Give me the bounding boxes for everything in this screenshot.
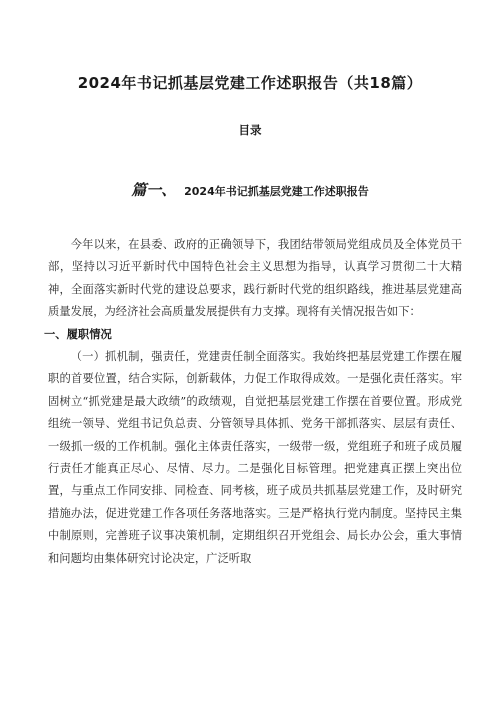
document-body: [44, 234, 462, 570]
chapter-title: 2024年书记抓基层党建工作述职报告: [184, 185, 369, 198]
section-heading: 一、履职情况: [44, 327, 112, 341]
toc-heading: 目录: [238, 123, 262, 137]
chapter-number: 篇一、: [131, 181, 177, 199]
body-paragraph: （一）抓机制，强责任，党建责任制全面落实。我始终把基层党建工作摆在履职的首要位置，结合实际，创新载体，力促工作取得成效。一是强化责任落实。牢固树立“抓党建是最大政绩”的政绩观，自觉把基层党建工作摆在首要位置。形成党组统一领导、党组书记负总责、分管领导具体抓、党务干部抓落实、层层有责任、一级抓一级的工作机制。强化主体责任落实，一级带一级，党组班子和班子成员履行责任才能真正尽心、尽情、尽力。二是强化目标管理。把党建真正摆上突出位置，与重点工作同安排、同检查、同考核，班子成员共抓基层党建工作，及时研究措施办法，促进党建工作各项任务落地落实。三是严格执行党内制度。坚持民主集中制原则，完善班子议事决策机制，定期组织召开党组会、局长办公会，重大事情和问题均由集体研究讨论决定，广泛听取: [48, 350, 462, 565]
document-title: 2024年书记抓基层党建工作述职报告（共18篇）: [77, 74, 423, 92]
intro-paragraph: 今年以来，在县委、政府的正确领导下，我团结带领局党组成员及全体党员干部，坚持以习近平新时代中国特色社会主义思想为指导，认真学习贯彻二十大精神，全面落实新时代党的建设总要求，践行新时代党的组织路线，推进基层党建高质量发展，为经济社会高质量发展提供有力支撑。现将有关情况报告如下：: [48, 238, 462, 319]
chapter-heading: [0, 179, 500, 200]
